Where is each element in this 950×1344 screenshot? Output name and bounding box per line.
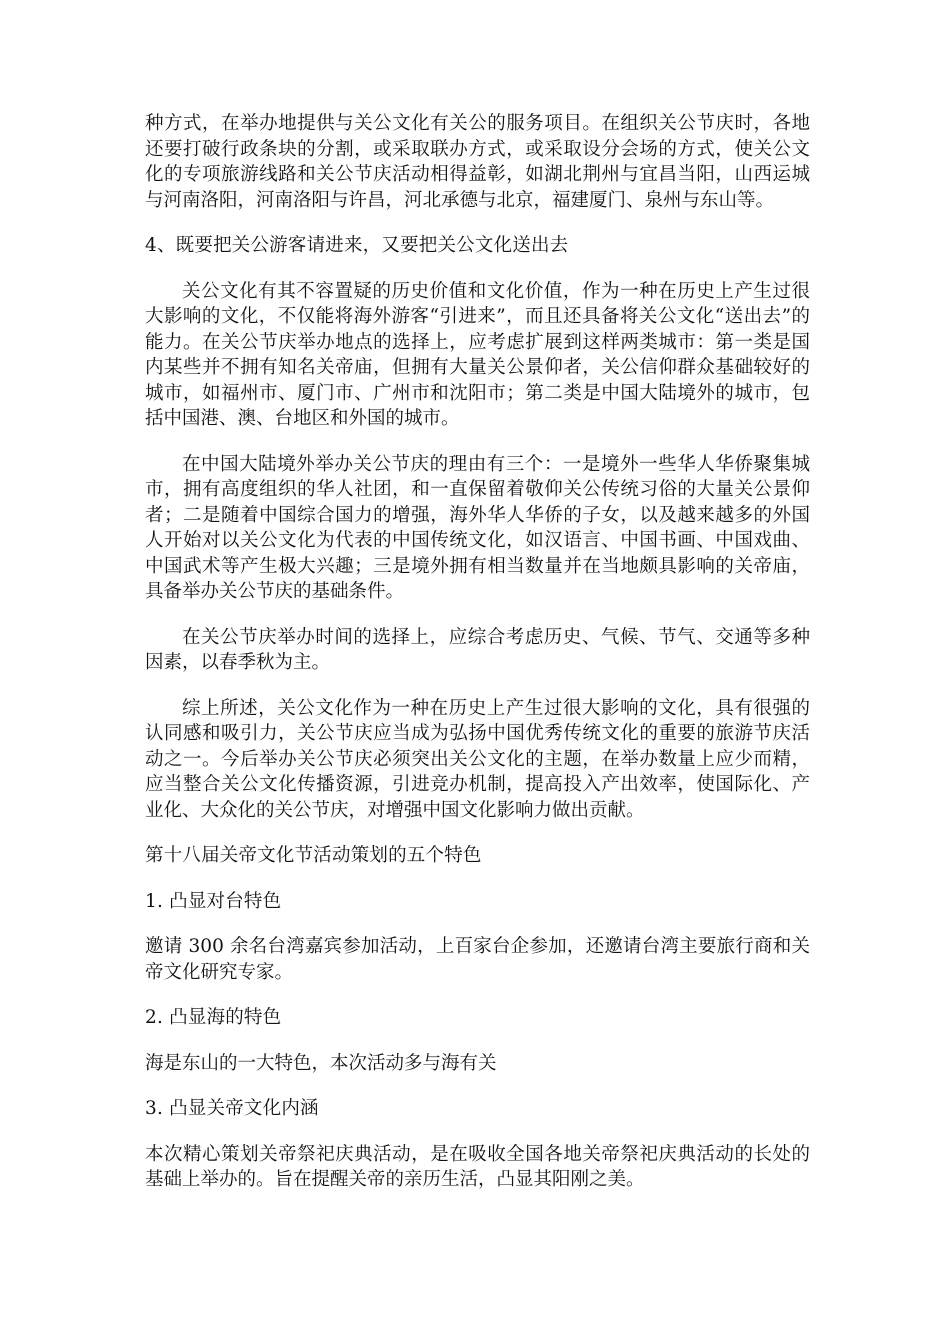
feature-heading-3: 3. 凸显关帝文化内涵 [145,1098,319,1119]
paragraph-timing: 在关公节庆举办时间的选择上，应综合考虑历史、气候、节气、交通等多种因素，以春季秋为主。 [145,626,810,673]
section-heading-five-features: 第十八届关帝文化节活动策划的五个特色 [145,845,482,866]
feature-text-2: 海是东山的一大特色，本次活动多与海有关 [145,1052,497,1074]
paragraph-guangong-culture-value: 关公文化有其不容置疑的历史价值和文化价值，作为一种在历史上产生过很大影响的文化，不仅能将海外游客“引进来”，而且还具备将关公文化“送出去”的能力。在关公节庆举办地点的选择上，应考虑扩展到这样两类城市：第一类是国内某些并不拥有知名关帝庙，但拥有大量关公景仰者，关公信仰群众基础较好的城市，如福州市、厦门市、广州市和沈阳市；第二类是中国大陆境外的城市，包括中国港、澳、台地区和外国的城市。 [145,280,810,429]
feature-text-3: 本次精心策划关帝祭祀庆典活动，是在吸收全国各地关帝祭祀庆典活动的长处的基础上举办的。旨在提醒关帝的亲历生活，凸显其阳刚之美。 [145,1143,810,1190]
section-heading-4: 4、既要把关公游客请进来，又要把关公文化送出去 [145,235,569,256]
feature-heading-1: 1. 凸显对台特色 [145,890,282,912]
feature-heading-2: 2. 凸显海的特色 [145,1007,282,1028]
feature-text-1: 邀请 300 余名台湾嘉宾参加活动，上百家台企参加，还邀请台湾主要旅行商和关帝文化研究专家。 [145,936,810,983]
paragraph-continuation: 种方式，在举办地提供与关公文化有关公的服务项目。在组织关公节庆时，各地还要打破行政条块的分割，或采取联办方式，或采取设分会场的方式，使关公文化的专项旅游线路和关公节庆活动相得益彰，如湖北荆州与宜昌当阳，山西运城与河南洛阳，河南洛阳与许昌，河北承德与北京，福建厦门、泉州与东山等。 [145,113,810,211]
document-body [145,111,810,1193]
paragraph-overseas-reasons: 在中国大陆境外举办关公节庆的理由有三个：一是境外一些华人华侨聚集城市，拥有高度组织的华人社团，和一直保留着敬仰关公传统习俗的大量关公景仰者；二是随着中国综合国力的增强，海外华人华侨的子女，以及越来越多的外国人开始对以关公文化为代表的中国传统文化，如汉语言、中国书画、中国戏曲、中国武术等产生极大兴趣；三是境外拥有相当数量并在当地颇具影响的关帝庙，具备举办关公节庆的基础条件。 [145,453,810,602]
paragraph-conclusion: 综上所述，关公文化作为一种在历史上产生过很大影响的文化，具有很强的认同感和吸引力，关公节庆应当成为弘扬中国优秀传统文化的重要的旅游节庆活动之一。今后举办关公节庆必须突出关公文化的主题，在举办数量上应少而精，应当整合关公文化传播资源，引进竞办机制，提高投入产出效率，使国际化、产业化、大众化的关公节庆，对增强中国文化影响力做出贡献。 [145,697,810,821]
